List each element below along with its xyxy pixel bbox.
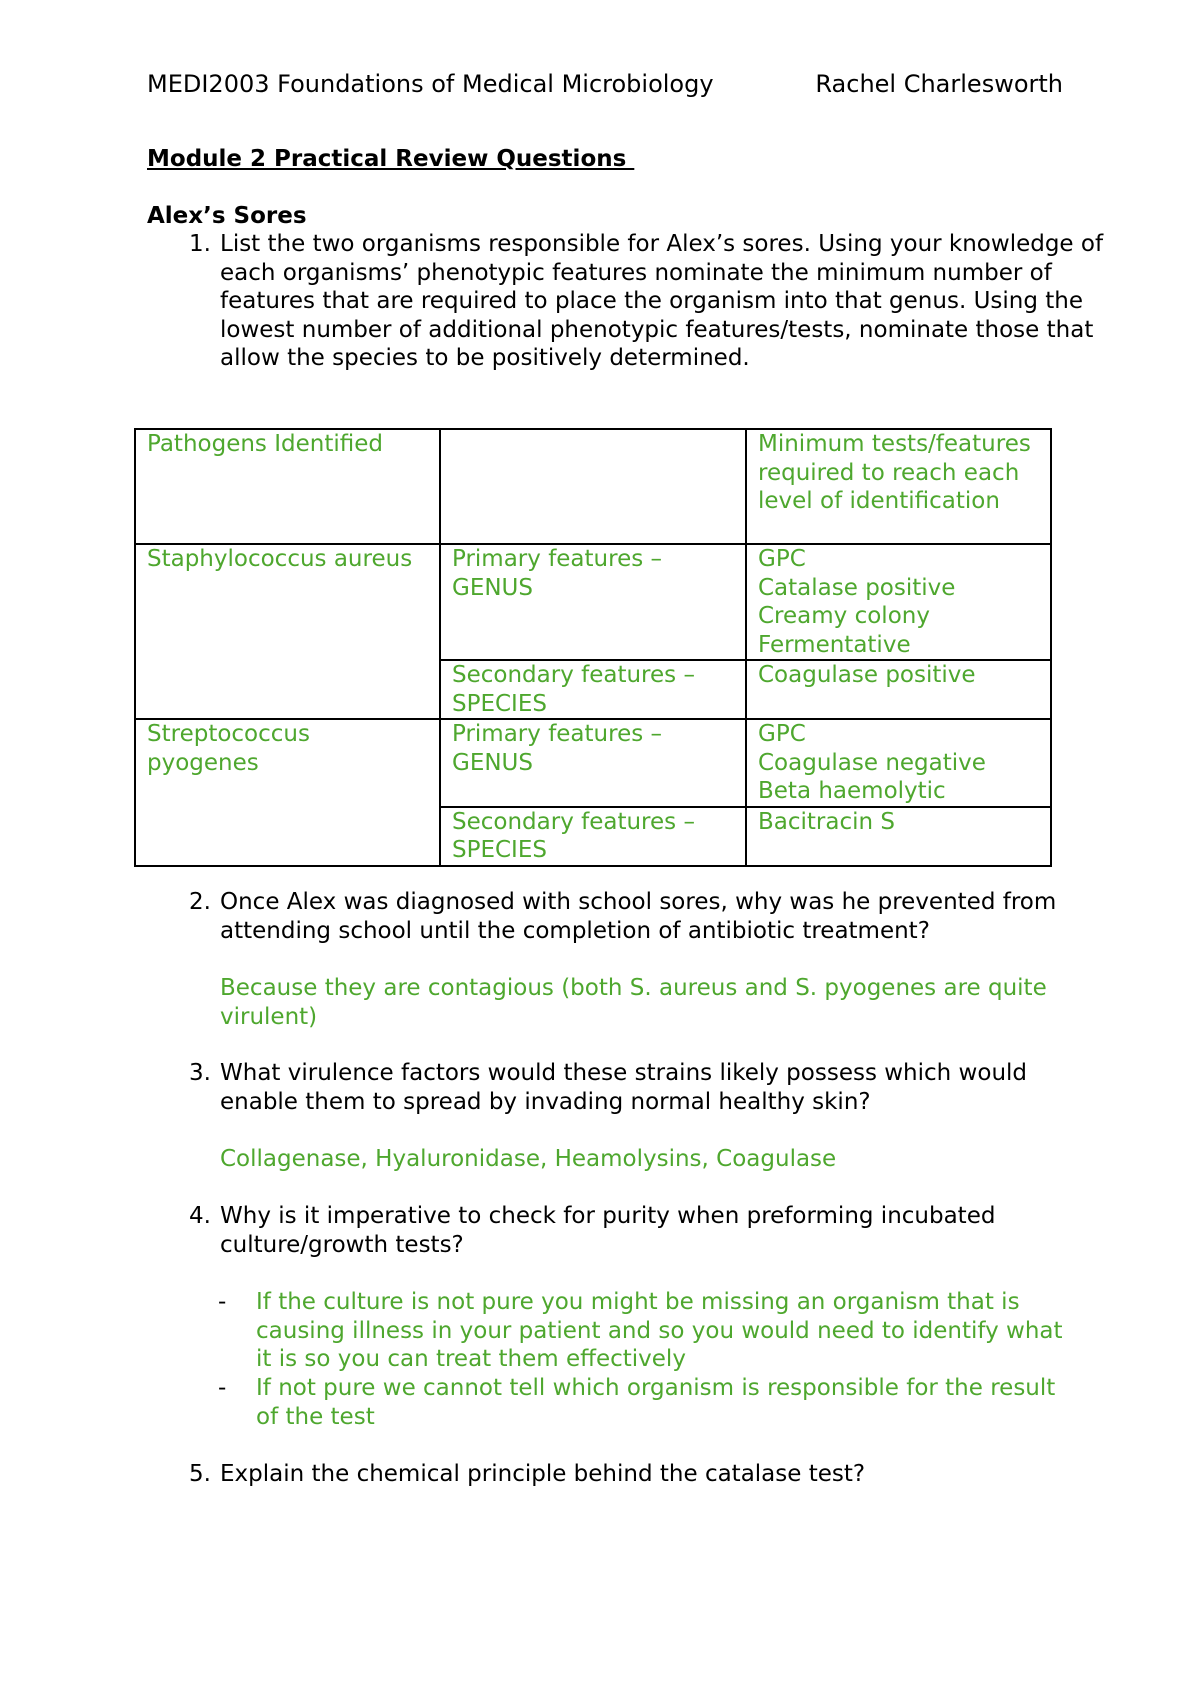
header-cell (440, 429, 746, 544)
section-title: Alex’s Sores (147, 203, 307, 229)
answer-3: Collagenase, Hyaluronidase, Heamolysins, Coagulase (220, 1146, 837, 1172)
question-text: Why is it imperative to check for purity when preforming incubated culture/growth tests? (220, 1203, 996, 1258)
answer-2: Because they are contagious (both S. aureus and S. pyogenes are quite virulent) (220, 975, 1047, 1030)
page-title: Module 2 Practical Review Questions (147, 146, 635, 172)
feature-level: Primary features – GENUS (440, 719, 746, 807)
feature-level: Secondary features – SPECIES (440, 807, 746, 866)
organism-name: Streptococcus pyogenes (135, 719, 440, 866)
question-number: 2. (189, 889, 211, 915)
question-number: 1. (189, 231, 211, 257)
test-item: Coagulase negative (758, 749, 986, 776)
bullet-marker: - (218, 1375, 227, 1401)
bullet-marker: - (218, 1289, 227, 1315)
feature-tests (746, 544, 1051, 660)
question-number: 4. (189, 1203, 211, 1229)
header-cell: Pathogens Identified (135, 429, 440, 544)
table-row (135, 544, 1051, 660)
header-course: MEDI2003 Foundations of Medical Microbiology (147, 70, 714, 98)
organism-name: Staphylococcus aureus (135, 544, 440, 719)
header-cell: Minimum tests/features required to reach each level of identification (746, 429, 1051, 544)
bullet-text: If not pure we cannot tell which organism is responsible for the result of the test (256, 1375, 1056, 1430)
question-text: What virulence factors would these strains likely possess which would enable them to spread by invading normal healthy skin? (220, 1060, 1028, 1115)
question-text: List the two organisms responsible for Alex’s sores. Using your knowledge of each organisms’ phenotypic features nominate the minimum number of features that are required to place the organism into that genus. Using the lowest number of additional phenotypic features/tests, nominate those that allow the species to be positively determined. (220, 231, 1104, 371)
test-item: Fermentative (758, 631, 911, 658)
question-number: 3. (189, 1060, 211, 1086)
question-number: 5. (189, 1461, 211, 1487)
question-text: Once Alex was diagnosed with school sores, why was he prevented from attending school until the completion of antibiotic treatment? (220, 889, 1057, 944)
feature-level: Secondary features – SPECIES (440, 660, 746, 719)
table-row (135, 719, 1051, 807)
test-item: Bacitracin S (758, 808, 896, 835)
bullet-text: If the culture is not pure you might be missing an organism that is causing illness in your patient and so you would need to identify what it is so you can treat them effectively (256, 1289, 1063, 1372)
header-author: Rachel Charlesworth (815, 70, 1063, 98)
test-item: Creamy colony (758, 603, 930, 629)
test-item: Beta haemolytic (758, 778, 946, 804)
identification-table (134, 428, 1052, 867)
test-item: Catalase positive (758, 574, 956, 601)
feature-tests (746, 807, 1051, 866)
feature-tests (746, 719, 1051, 807)
feature-level: Primary features – GENUS (440, 544, 746, 660)
question-text: Explain the chemical principle behind the catalase test? (220, 1461, 866, 1487)
feature-tests (746, 660, 1051, 719)
test-item: GPC (758, 546, 806, 572)
test-item: GPC (758, 721, 806, 747)
table-header-row (135, 429, 1051, 544)
test-item: Coagulase positive (758, 662, 976, 688)
